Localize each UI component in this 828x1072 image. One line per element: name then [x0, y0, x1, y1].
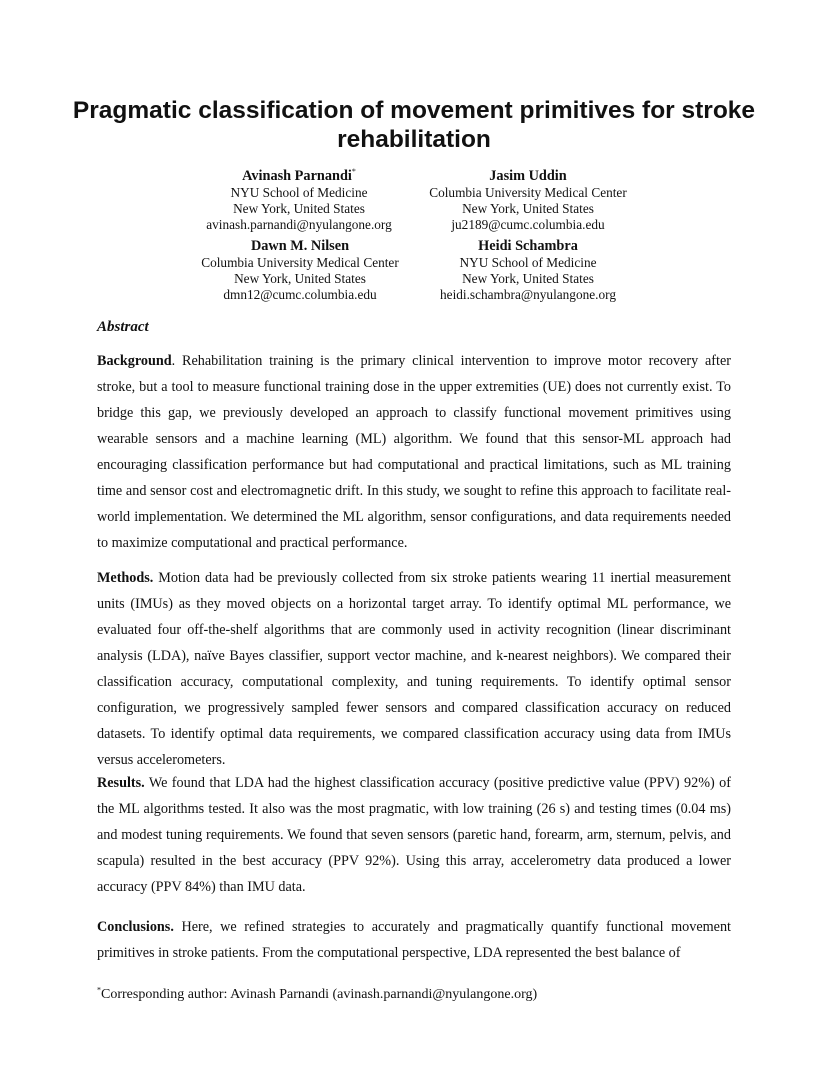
- corresponding-marker: *: [351, 167, 356, 177]
- author-email: heidi.schambra@nyulangone.org: [440, 287, 616, 302]
- author-affiliation: Columbia University Medical Center: [429, 185, 627, 200]
- footnote-text: Corresponding author: Avinash Parnandi (avinash.parnandi@nyulangone.org): [101, 987, 538, 1002]
- section-label: Background: [97, 353, 172, 369]
- abstract-results: [97, 770, 731, 900]
- section-label: Methods.: [97, 570, 154, 586]
- footnote-marker: *: [97, 985, 101, 995]
- author-affiliation: NYU School of Medicine: [230, 185, 368, 200]
- author-email: ju2189@cumc.columbia.edu: [451, 217, 605, 232]
- author-affiliation: Columbia University Medical Center: [201, 255, 399, 270]
- author-location: New York, United States: [233, 201, 365, 216]
- author-block-4: [388, 238, 668, 303]
- abstract-background: [97, 348, 731, 556]
- abstract-methods: [97, 565, 731, 773]
- author-block-2: [388, 168, 668, 233]
- author-location: New York, United States: [234, 271, 366, 286]
- section-text: Motion data had be previously collected from six stroke patients wearing 11 inertial measurement units (IMUs) as they moved objects on a horizontal target array. To identify optimal ML performance, we evaluated four off-the-shelf algorithms that are commonly used in activity recognition (linear discriminant analysis (LDA), naïve Bayes classifier, support vector machine, and k-nearest neighbors). We compared their classification accuracy, computational complexity, and tuning requirements. To identify optimal sensor configuration, we progressively sampled fewer sensors and compared classification accuracy on reduced datasets. To identify optimal data requirements, we compared classification accuracy using data from IMUs versus accelerometers.: [97, 570, 731, 768]
- section-label: Results.: [97, 775, 145, 791]
- author-name: Heidi Schambra: [478, 238, 578, 254]
- author-name: Dawn M. Nilsen: [250, 238, 350, 254]
- author-name: Avinash Parnandi*: [242, 167, 356, 184]
- paper-title: Pragmatic classification of movement primitives for stroke rehabilitation: [72, 97, 756, 153]
- section-text: Here, we refined strategies to accurately and pragmatically quantify functional movement primitives in stroke patients. From the computational perspective, LDA represented the best balance of: [97, 919, 731, 961]
- author-name: Jasim Uddin: [489, 168, 567, 184]
- section-text: . Rehabilitation training is the primary clinical intervention to improve motor recovery after stroke, but a tool to measure functional training dose in the upper extremities (UE) does not currently exist. To bridge this gap, we previously developed an approach to classify functional movement primitives using wearable sensors and a machine learning (ML) algorithm. We found that this sensor-ML approach had encouraging classification performance but had computational and practical limitations, such as ML training time and sensor cost and electromagnetic drift. In this study, we sought to refine this approach to facilitate real-world implementation. We determined the ML algorithm, sensor configurations, and data requirements needed to maximize computational and practical performance.: [97, 353, 731, 551]
- abstract-heading: Abstract: [97, 319, 149, 335]
- author-email: avinash.parnandi@nyulangone.org: [206, 217, 392, 232]
- footnote: [97, 986, 537, 1004]
- author-location: New York, United States: [462, 271, 594, 286]
- author-email: dmn12@cumc.columbia.edu: [223, 287, 377, 302]
- author-location: New York, United States: [462, 201, 594, 216]
- abstract-conclusions: [97, 914, 731, 966]
- author-affiliation: NYU School of Medicine: [459, 255, 597, 270]
- section-text: We found that LDA had the highest classification accuracy (positive predictive value (PPV) 92%) of the ML algorithms tested. It also was the most pragmatic, with low training (26 s) and testing times (0.04 ms) and modest tuning requirements. We found that seven sensors (paretic hand, forearm, arm, sternum, pelvis, and scapula) resulted in the best accuracy (PPV 92%). Using this array, accelerometry data produced a lower accuracy (PPV 84%) than IMU data.: [97, 775, 731, 895]
- section-label: Conclusions.: [97, 919, 174, 935]
